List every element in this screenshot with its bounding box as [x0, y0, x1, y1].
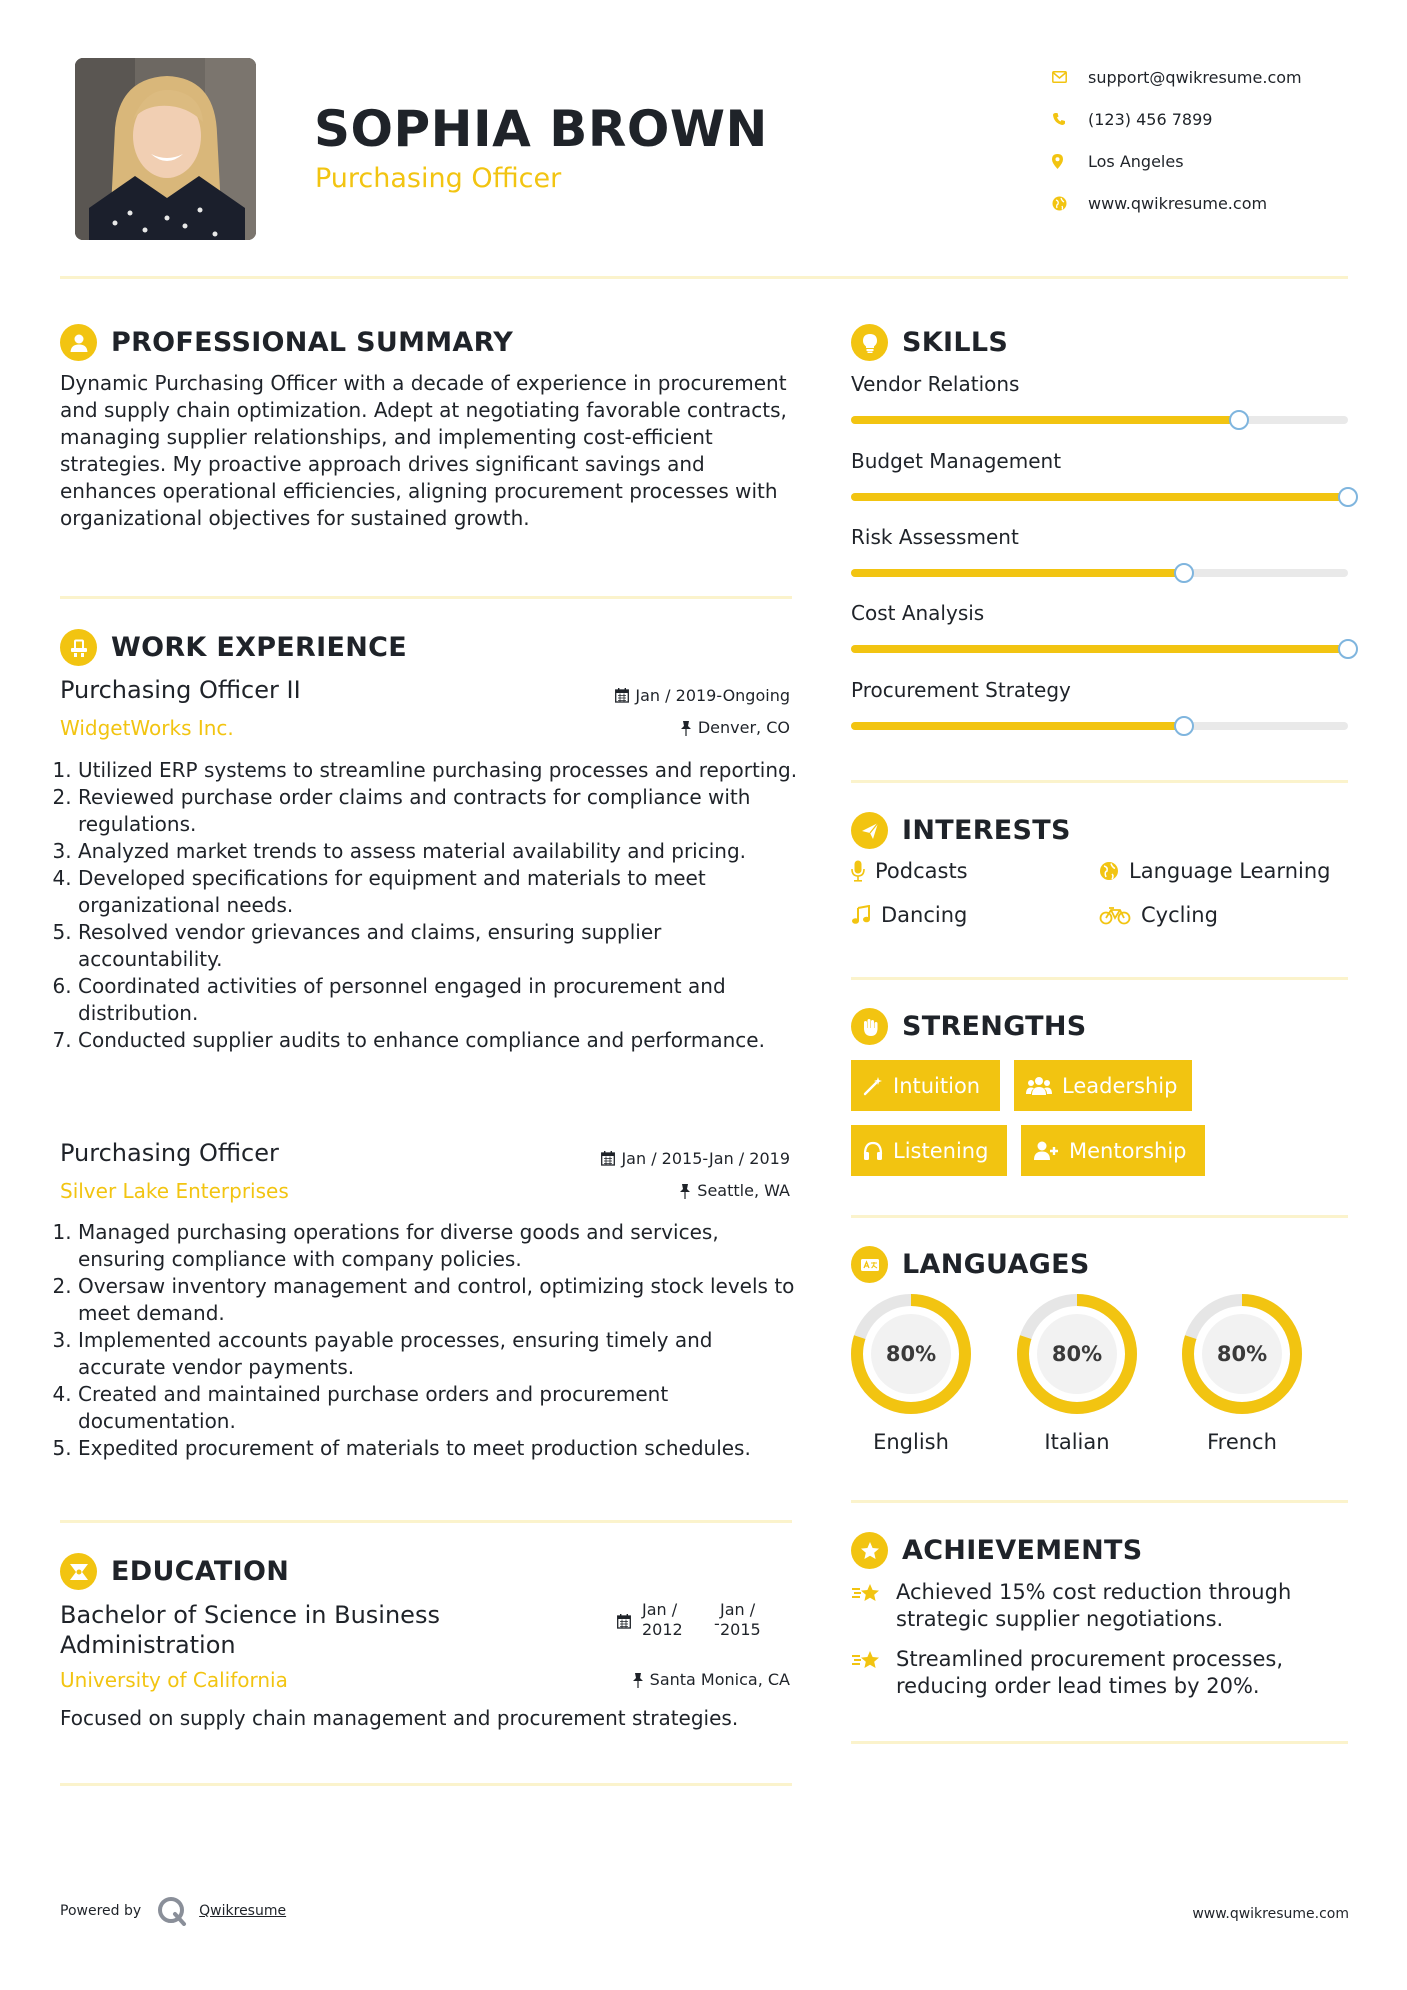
achievements-title: ACHIEVEMENTS — [902, 1535, 1143, 1566]
skill-fill — [851, 416, 1239, 424]
job-2-location-text: Seattle, WA — [697, 1181, 790, 1200]
job-1-company: WidgetWorks Inc. — [60, 716, 234, 740]
qwikresume-link[interactable]: Qwikresume — [199, 1903, 287, 1919]
microphone-icon — [851, 860, 865, 882]
interests-divider — [851, 977, 1348, 980]
language-italian — [1015, 1292, 1139, 1454]
summary-divider — [60, 596, 792, 599]
contact-phone-text: (123) 456 7899 — [1088, 109, 1213, 129]
achievement-text: Achieved 15% cost reduction through strategic supplier negotiations. — [896, 1580, 1292, 1631]
candidate-name: SOPHIA BROWN — [314, 100, 768, 158]
interest-podcasts — [851, 859, 968, 883]
languages-divider — [851, 1500, 1348, 1503]
strength-label: Mentorship — [1069, 1138, 1187, 1163]
experience-heading — [60, 629, 407, 666]
achievement-item — [851, 1646, 1351, 1700]
interest-label: Cycling — [1141, 903, 1218, 927]
contact-email — [1050, 56, 1350, 98]
strength-label: Leadership — [1062, 1073, 1178, 1098]
phone-icon — [1050, 112, 1088, 126]
calendar-icon — [617, 1614, 631, 1629]
job-1-location — [680, 718, 790, 737]
education-location-text: Santa Monica, CA — [649, 1670, 790, 1689]
skill-bar-budget-management — [851, 493, 1348, 501]
skill-bar-vendor-relations — [851, 416, 1348, 424]
achievements-heading — [851, 1532, 1143, 1569]
paper-plane-icon — [851, 812, 888, 849]
list-item: 4. Developed specifications for equipment and materials to meet organizational needs. — [78, 865, 798, 919]
summary-text: Dynamic Purchasing Officer with a decade of experience in procurement and supply chain optimization. Adept at negotiating favorable contracts, managing supplier relationships, and implementing cost-efficient strategies. My proactive approach drives significant savings and enhances operational efficiencies, aligning procurement processes with organizational objectives for sustained growth. — [60, 371, 787, 530]
job-1-responsibilities — [60, 757, 798, 1054]
skill-fill — [851, 722, 1184, 730]
pushpin-icon — [680, 720, 692, 736]
star-badge-icon — [851, 1532, 888, 1569]
skill-label-procurement-strategy: Procurement Strategy — [851, 678, 1071, 702]
calendar-icon — [615, 688, 629, 703]
summary-title: PROFESSIONAL SUMMARY — [111, 327, 514, 358]
trophy-star-icon — [851, 1646, 896, 1681]
language-name: Italian — [1044, 1430, 1110, 1454]
skill-knob[interactable] — [1174, 716, 1194, 736]
job-2-responsibilities — [60, 1219, 798, 1462]
education-degree — [60, 1600, 440, 1660]
globe-icon — [1050, 196, 1088, 211]
calendar-icon — [601, 1151, 615, 1166]
skill-knob[interactable] — [1338, 487, 1358, 507]
education-date-end-year: 2015 — [720, 1620, 761, 1639]
skill-knob[interactable] — [1338, 639, 1358, 659]
language-french — [1180, 1292, 1304, 1454]
trophy-star-icon — [851, 1579, 896, 1614]
job-1-location-text: Denver, CO — [697, 718, 790, 737]
candidate-title: Purchasing Officer — [315, 163, 562, 194]
skill-label-vendor-relations: Vendor Relations — [851, 372, 1020, 396]
interest-language-learning — [1099, 859, 1330, 883]
globe-icon — [1099, 861, 1119, 881]
music-note-icon — [851, 905, 871, 925]
education-dates — [617, 1600, 797, 1646]
pushpin-icon — [632, 1672, 644, 1688]
job-2-location — [679, 1181, 790, 1200]
strength-chip-leadership — [1014, 1060, 1192, 1111]
envelope-icon — [1050, 71, 1088, 83]
education-degree-line2: Administration — [60, 1631, 236, 1659]
contact-website-text[interactable]: www.qwikresume.com — [1088, 193, 1268, 213]
job-1-dates-text: Jan / 2019-Ongoing — [635, 686, 790, 705]
education-degree-line1: Bachelor of Science in Business — [60, 1601, 440, 1629]
contact-email-text[interactable]: support@qwikresume.com — [1088, 67, 1302, 87]
language-name: French — [1207, 1430, 1277, 1454]
interests-heading — [851, 812, 1071, 849]
languages-title: LANGUAGES — [902, 1249, 1090, 1280]
language-english — [849, 1292, 973, 1454]
skills-heading — [851, 324, 1008, 361]
job-2-company: Silver Lake Enterprises — [60, 1179, 289, 1203]
education-date-start-year: 2012 — [642, 1620, 683, 1639]
skill-bar-procurement-strategy — [851, 722, 1348, 730]
job-2-dates — [601, 1149, 790, 1168]
job-1-dates — [615, 686, 790, 705]
list-item: 3. Analyzed market trends to assess material availability and pricing. — [78, 838, 798, 865]
list-item: 4. Created and maintained purchase orders and procurement documentation. — [78, 1381, 798, 1435]
education-date-end-month: Jan / — [720, 1600, 756, 1619]
magic-wand-icon — [863, 1076, 883, 1096]
list-item: 1. Utilized ERP systems to streamline purchasing processes and reporting. — [78, 757, 798, 784]
lightbulb-icon — [851, 324, 888, 361]
contact-location — [1050, 140, 1350, 182]
map-pin-icon — [1050, 154, 1088, 169]
list-item: 2. Reviewed purchase order claims and contracts for compliance with regulations. — [78, 784, 798, 838]
skill-knob[interactable] — [1174, 563, 1194, 583]
job-1-role: Purchasing Officer II — [60, 676, 301, 704]
strength-chip-intuition — [851, 1060, 1000, 1111]
interest-cycling — [1099, 903, 1218, 927]
skill-fill — [851, 493, 1348, 501]
achievement-text: Streamlined procurement processes, reducing order lead times by 20%. — [896, 1647, 1284, 1698]
experience-divider — [60, 1520, 792, 1523]
skill-label-cost-analysis: Cost Analysis — [851, 601, 985, 625]
language-ring — [1015, 1292, 1139, 1416]
strengths-heading — [851, 1008, 1087, 1045]
briefcase-icon — [60, 629, 97, 666]
strength-chip-mentorship — [1021, 1125, 1205, 1176]
experience-title: WORK EXPERIENCE — [111, 632, 407, 663]
job-2-role: Purchasing Officer — [60, 1139, 279, 1167]
graduation-icon — [60, 1553, 97, 1590]
skill-bar-risk-assessment — [851, 569, 1348, 577]
headphones-icon — [863, 1141, 883, 1161]
achievements-divider — [851, 1741, 1348, 1744]
powered-by-label: Powered by — [60, 1903, 142, 1919]
education-divider — [60, 1783, 792, 1786]
skill-label-risk-assessment: Risk Assessment — [851, 525, 1019, 549]
bicycle-icon — [1099, 905, 1131, 925]
skill-fill — [851, 569, 1184, 577]
list-item: 2. Oversaw inventory management and control, optimizing stock levels to meet demand. — [78, 1273, 798, 1327]
interest-label: Podcasts — [875, 859, 968, 883]
contact-list — [1050, 56, 1350, 224]
qwikresume-logo-icon — [157, 1896, 187, 1926]
language-ring — [849, 1292, 973, 1416]
languages-heading — [851, 1246, 1090, 1283]
contact-website — [1050, 182, 1350, 224]
education-title: EDUCATION — [111, 1556, 290, 1587]
job-2-dates-text: Jan / 2015-Jan / 2019 — [621, 1149, 790, 1168]
language-percent: 80% — [885, 1342, 937, 1366]
interests-title: INTERESTS — [902, 815, 1071, 846]
skill-label-budget-management: Budget Management — [851, 449, 1062, 473]
footer-website[interactable]: www.qwikresume.com — [1192, 1906, 1349, 1922]
interest-label: Language Learning — [1129, 859, 1331, 883]
skill-bar-cost-analysis — [851, 645, 1348, 653]
language-percent: 80% — [1051, 1342, 1103, 1366]
education-date-separator: - — [714, 1614, 720, 1633]
language-ring — [1180, 1292, 1304, 1416]
education-description: Focused on supply chain management and procurement strategies. — [60, 1706, 739, 1730]
skill-knob[interactable] — [1229, 410, 1249, 430]
education-heading — [60, 1553, 289, 1590]
user-icon — [60, 324, 97, 361]
list-item: 3. Implemented accounts payable processes, ensuring timely and accurate vendor payments. — [78, 1327, 798, 1381]
contact-location-text: Los Angeles — [1088, 151, 1184, 171]
skills-title: SKILLS — [902, 327, 1009, 358]
language-name: English — [873, 1430, 949, 1454]
summary-heading — [60, 324, 513, 361]
strength-label: Listening — [893, 1138, 989, 1163]
user-plus-icon — [1033, 1141, 1059, 1161]
list-item: 1. Managed purchasing operations for diverse goods and services, ensuring compliance with company policies. — [78, 1219, 798, 1273]
interest-dancing — [851, 903, 967, 927]
hand-icon — [851, 1008, 888, 1045]
header-divider — [60, 276, 1348, 279]
footer-powered-by — [60, 1896, 286, 1926]
education-date-start-month: Jan / — [642, 1600, 678, 1619]
strengths-title: STRENGTHS — [902, 1011, 1087, 1042]
contact-phone — [1050, 98, 1350, 140]
language-icon — [851, 1246, 888, 1283]
achievement-item — [851, 1579, 1351, 1633]
strengths-divider — [851, 1215, 1348, 1218]
interest-label: Dancing — [881, 903, 968, 927]
strength-chip-listening — [851, 1125, 1007, 1176]
profile-photo — [75, 58, 256, 240]
language-percent: 80% — [1216, 1342, 1268, 1366]
list-item: 6. Coordinated activities of personnel engaged in procurement and distribution. — [78, 973, 798, 1027]
list-item: 5. Resolved vendor grievances and claims, ensuring supplier accountability. — [78, 919, 798, 973]
pushpin-icon — [679, 1183, 691, 1199]
list-item: 5. Expedited procurement of materials to meet production schedules. — [78, 1435, 798, 1462]
users-icon — [1026, 1076, 1052, 1096]
skills-divider — [851, 780, 1348, 783]
education-location — [632, 1670, 790, 1689]
skill-fill — [851, 645, 1348, 653]
list-item: 7. Conducted supplier audits to enhance compliance and performance. — [78, 1027, 798, 1054]
strength-label: Intuition — [893, 1073, 981, 1098]
education-school: University of California — [60, 1668, 288, 1692]
